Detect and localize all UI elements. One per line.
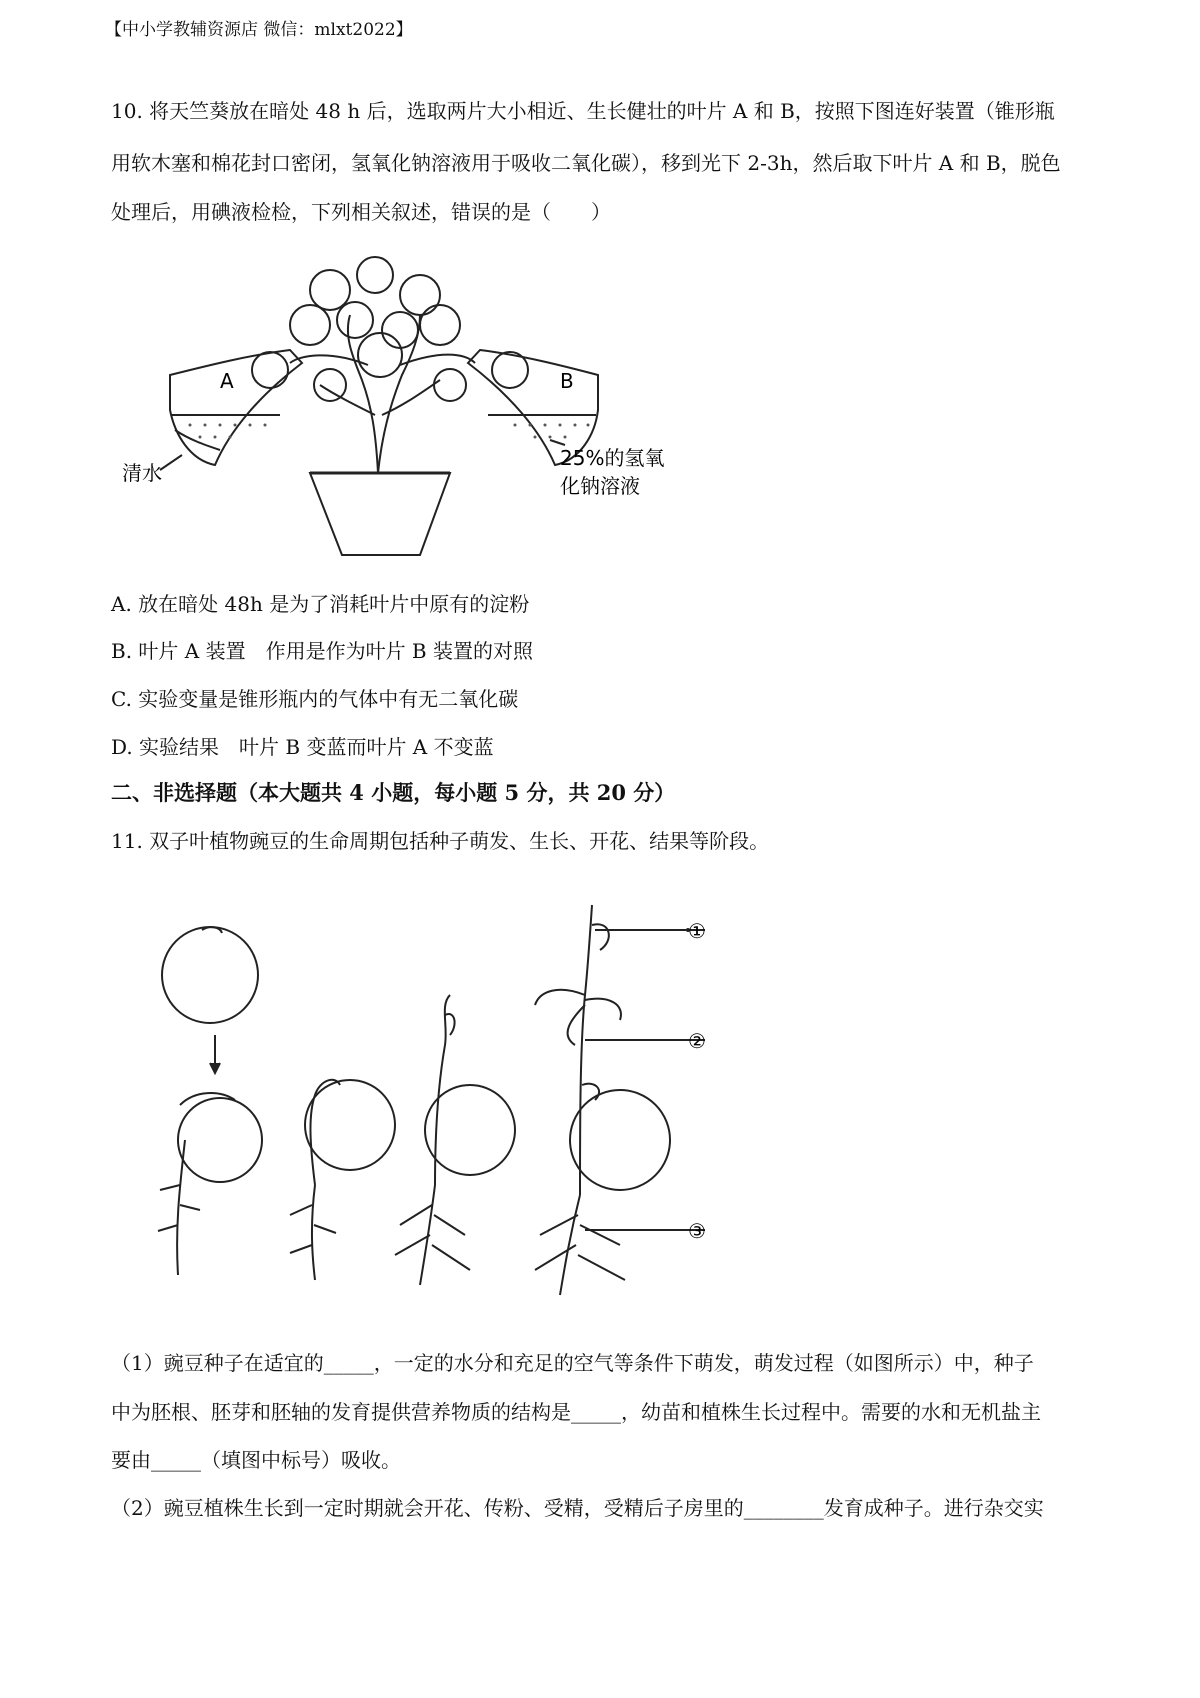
section-2-heading: 二、非选择题（本大题共 4 小题，每小题 5 分，共 20 分）: [111, 780, 676, 805]
label-water: 清水: [122, 461, 162, 485]
question-11-part-1-line-1: （1）豌豆种子在适宜的_____，一定的水分和充足的空气等条件下萌发，萌发过程（如图所示）中，种子: [111, 1351, 1034, 1375]
option-a: A. 放在暗处 48h 是为了消耗叶片中原有的淀粉: [111, 592, 530, 616]
pea-seed: [162, 927, 258, 1023]
question-10-line-2: 用软木塞和棉花封口密闭，氢氧化钠溶液用于吸收二氧化碳），移到光下 2-3h，然后取下叶片 A 和 B，脱色: [111, 151, 1061, 175]
page-header: 【中小学教辅资源店 微信：mlxt2022】: [105, 20, 413, 40]
question-11-stem: 11. 双子叶植物豌豆的生命周期包括种子萌发、生长、开花、结果等阶段。: [111, 829, 770, 853]
flower-pot: [310, 473, 450, 555]
leaf-b: [492, 352, 528, 388]
label-a: A: [220, 369, 234, 393]
question-11-part-1-line-3: 要由_____（填图中标号）吸收。: [111, 1448, 401, 1472]
option-c: C. 实验变量是锥形瓶内的气体中有无二氧化碳: [111, 687, 519, 711]
pea-germination-figure: [140, 885, 720, 1335]
label-b: B: [560, 369, 574, 393]
question-11-part-2-line-1: （2）豌豆植株生长到一定时期就会开花、传粉、受精，受精后子房里的________发育成种子。进行杂交实: [111, 1496, 1044, 1520]
question-11-part-1-line-2: 中为胚根、胚芽和胚轴的发育提供营养物质的结构是_____，幼苗和植株生长过程中。需要的水和无机盐主: [111, 1400, 1041, 1424]
label-naoh-line-1: 25%的氢氧: [560, 446, 665, 470]
label-1: ①: [688, 919, 706, 943]
question-10-line-1: 10. 将天竺葵放在暗处 48 h 后，选取两片大小相近、生长健壮的叶片 A 和 B，按照下图连好装置（锥形瓶: [111, 99, 1055, 123]
flask-a: [170, 350, 302, 465]
question-10-line-3: 处理后，用碘液检检，下列相关叙述，错误的是（ ）: [111, 200, 611, 224]
leaf-a: [252, 352, 288, 388]
geranium-experiment-figure: [120, 255, 720, 565]
option-b: B. 叶片 A 装置 作用是作为叶片 B 装置的对照: [111, 639, 533, 663]
option-d: D. 实验结果 叶片 B 变蓝而叶片 A 不变蓝: [111, 735, 494, 759]
label-3: ③: [688, 1219, 706, 1243]
label-naoh-line-2: 化钠溶液: [560, 474, 640, 498]
label-2: ②: [688, 1029, 706, 1053]
